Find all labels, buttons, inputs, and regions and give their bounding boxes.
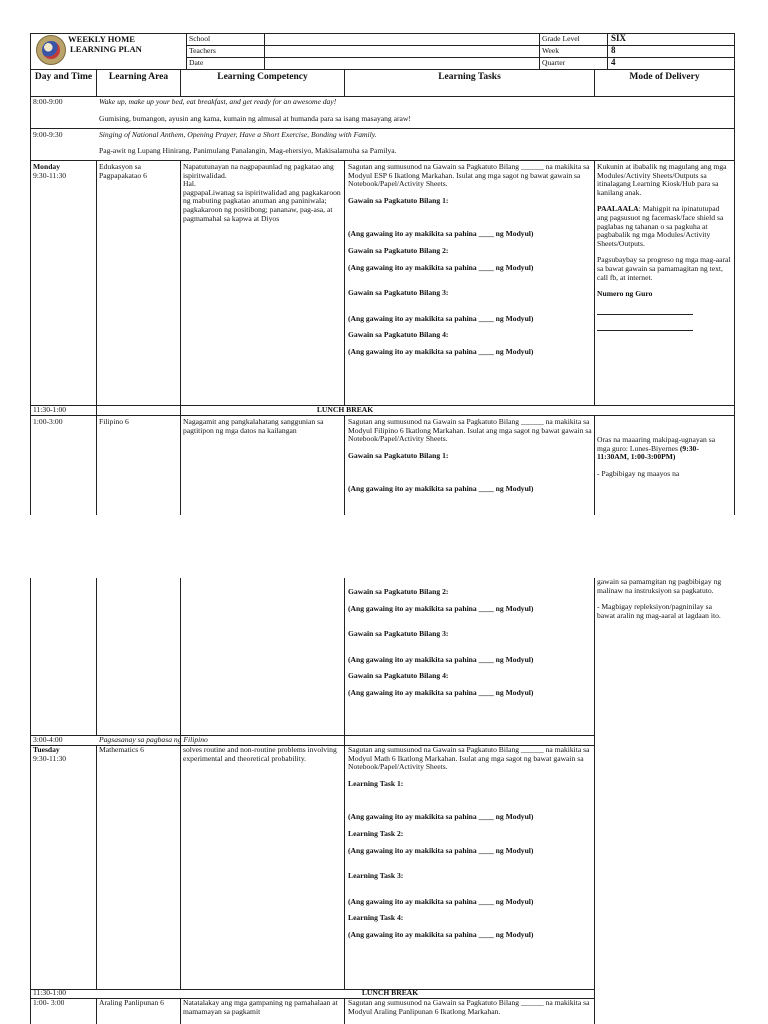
- ap-learning-tasks: Sagutan ang sumusunod na Gawain sa Pagkatuto Bilang ______ na makikita sa Modyul Araling Panlipunan 6 Ikatlong Markahan.: [348, 999, 590, 1016]
- routine-time-1: 8:00-9:00: [33, 98, 63, 106]
- grade-level-label: Grade Level: [542, 35, 580, 43]
- routine-text-fil-1: Gumising, bumangon, ayusin ang kama, kumain ng almusal at humanda para sa isang masayang araw!: [99, 115, 411, 123]
- tuesday-learning-tasks: Sagutan ang sumusunod na Gawain sa Pagkatuto Bilang ______ na makikita sa Modyul Math 6 Ikatlong Markahan. Isulat ang mga sagot ng bawat gawain sa Notebook/Papel/Activity Sheets. Learning Task 1: (Ang gawaing ito ay makikita sa pahina ____ ng Modyul) Learning Task 2: (Ang gawaing ito ay makikita sa pahina ____ ng Modyul) Learning Task 3: (Ang gawaing ito ay makikita sa pahina ____ ng Modyul) Learning Task 4: (Ang gawaing ito ay makikita sa pahina ____ ng Modyul): [348, 746, 590, 939]
- quarter-value: 4: [611, 58, 616, 67]
- date-label: Date: [189, 59, 204, 67]
- routine-text-en-2: Singing of National Anthem, Opening Prayer, Have a Short Exercise, Bonding with Family.: [99, 131, 377, 139]
- monday-day-time: Monday 9:30-11:30: [33, 163, 67, 180]
- col-header-learning-tasks: Learning Tasks: [438, 72, 501, 82]
- col-header-day-time: Day and Time: [34, 72, 93, 82]
- col-header-mode-of-delivery: Mode of Delivery: [629, 72, 700, 82]
- lunch-time-2: 11:30-1:00: [33, 989, 67, 997]
- filipino-tasks-continued: Gawain sa Pagkatuto Bilang 2: (Ang gawaing ito ay makikita sa pahina ____ ng Modyul) Gawain sa Pagkatuto Bilang 3: (Ang gawaing ito ay makikita sa pahina ____ ng Modyul) Gawain sa Pagkatuto Bilang 4: (Ang gawaing ito ay makikita sa pahina ____ ng Modyul): [348, 588, 534, 697]
- monday-competency: Napatutunayan na nagpapaunlad ng pagkatao ang ispiritwalidad. Hal. pagpapaLiwanag sa ispiritwalidad ang pagkakaroon ng mabuting pagkatao anuman ang paniniwala; pagkakaroon ng positibong; pananaw, pag-asa, at pagmamahal sa kapwa at Diyos: [183, 163, 341, 223]
- routine-text-fil-2: Pag-awit ng Lupang Hinirang, Panimulang Panalangin, Mag-ehersiyo, Makisalamuha sa Pamilya.: [99, 147, 397, 155]
- grade-level-value: SIX: [611, 34, 627, 43]
- col-header-learning-competency: Learning Competency: [217, 72, 308, 82]
- col-header-learning-area: Learning Area: [108, 72, 169, 82]
- routine-time-2: 9:00-9:30: [33, 131, 63, 139]
- week-label: Week: [542, 47, 560, 55]
- lunch-break-2: LUNCH BREAK: [361, 989, 419, 997]
- monday-learning-tasks: Sagutan ang sumusunod na Gawain sa Pagkatuto Bilang ______ na makikita sa Modyul ESP 6 Ikatlong Markahan. Isulat ang mga sagot ng bawat gawain sa Notebook/Papel/Activity Sheets. Gawain sa Pagkatuto Bilang 1: (Ang gawaing ito ay makikita sa pahina ____ ng Modyul) Gawain sa Pagkatuto Bilang 2: (Ang gawaing ito ay makikita sa pahina ____ ng Modyul) Gawain sa Pagkatuto Bilang 3: (Ang gawaing ito ay makikita sa pahina ____ ng Modyul) Gawain sa Pagkatuto Bilang 4: (Ang gawaing ito ay makikita sa pahina ____ ng Modyul): [348, 163, 590, 356]
- routine-text-3: Pagsasanay sa pagbasa ng Filipino: [99, 736, 208, 744]
- ap-time: 1:00- 3:00: [33, 999, 65, 1007]
- lunch-time-1: 11:30-1:00: [33, 406, 67, 414]
- week-value: 8: [611, 46, 616, 55]
- routine-time-3: 3:00-4:00: [33, 736, 63, 744]
- monday-mode-of-delivery: Kukunin at ibabalik ng magulang ang mga Modules/Activity Sheets/Outputs sa itinalagang Learning Kiosk/Hub para sa kanilang anak. PAALAALA: Mahigpit na ipinatutupad ang pagsusuot ng facemask/face shield sa paglabas ng tahanan o sa pagkuha at pagbabalik ng mga Modules/Activity Sheets/Outputs. Pagsubaybay sa progreso ng mga mag-aaral sa bawat gawain sa pamamagitan ng text, call fb, at internet. Numero ng Guro: [597, 163, 731, 331]
- ap-learning-area: Araling Panlipunan 6: [99, 999, 164, 1007]
- filipino-learning-tasks: Sagutan ang sumusunod na Gawain sa Pagkatuto Bilang ______ na makikita sa Modyul Filipino 6 Ikatlong Markahan. Isulat ang mga sagot ng bawat gawain sa Notebook/Papel/Activity Sheets. Gawain sa Pagkatuto Bilang 1: (Ang gawaing ito ay makikita sa pahina ____ ng Modyul): [348, 418, 592, 494]
- deped-seal-icon: [36, 35, 66, 65]
- tuesday-learning-area: Mathematics 6: [99, 746, 144, 754]
- document-page-2: [0, 578, 768, 1024]
- teachers-label: Teachers: [189, 47, 216, 55]
- tuesday-competency: solves routine and non-routine problems involving experimental and theoretical probability.: [183, 746, 337, 763]
- filipino-competency: Nagagamit ang pangkalahatang sanggunian sa pagtitipon ng mga datos na kailangan: [183, 418, 324, 435]
- monday-learning-area: Edukasyon sa Pagpapakatao 6: [99, 163, 147, 180]
- lunch-break-1: LUNCH BREAK: [316, 406, 374, 414]
- filipino-time: 1:00-3:00: [33, 418, 63, 426]
- ap-competency: Natatalakay ang mga gampaning ng pamahalaan at mamamayan sa pagkamit: [183, 999, 338, 1016]
- delivery-continued: gawain sa pamamgitan ng pagbibigay ng malinaw na instruksiyon sa pagkatuto. - Magbigay repleksiyon/pagninilay sa bawat aralin ng mag-aaral at lagdaan ito.: [597, 578, 722, 620]
- tuesday-day-time: Tuesday 9:30-11:30: [33, 746, 67, 763]
- routine-text-en-1: Wake up, make up your bed, eat breakfast, and get ready for an awesome day!: [99, 98, 337, 106]
- plan-title: WEEKLY HOME LEARNING PLAN: [68, 34, 142, 54]
- filipino-learning-area: Filipino 6: [99, 418, 129, 426]
- quarter-label: Quarter: [542, 59, 566, 67]
- filipino-mode-of-delivery: Oras na maaaring makipag-ugnayan sa mga guro: Lunes-Biyernes (9:30-11:30AM, 1:00-3:00PM) - Pagbibigay ng maayos na: [597, 436, 716, 478]
- teacher-number-line-1: [597, 313, 693, 315]
- teacher-number-line-2: [597, 329, 693, 331]
- school-label: School: [189, 35, 211, 43]
